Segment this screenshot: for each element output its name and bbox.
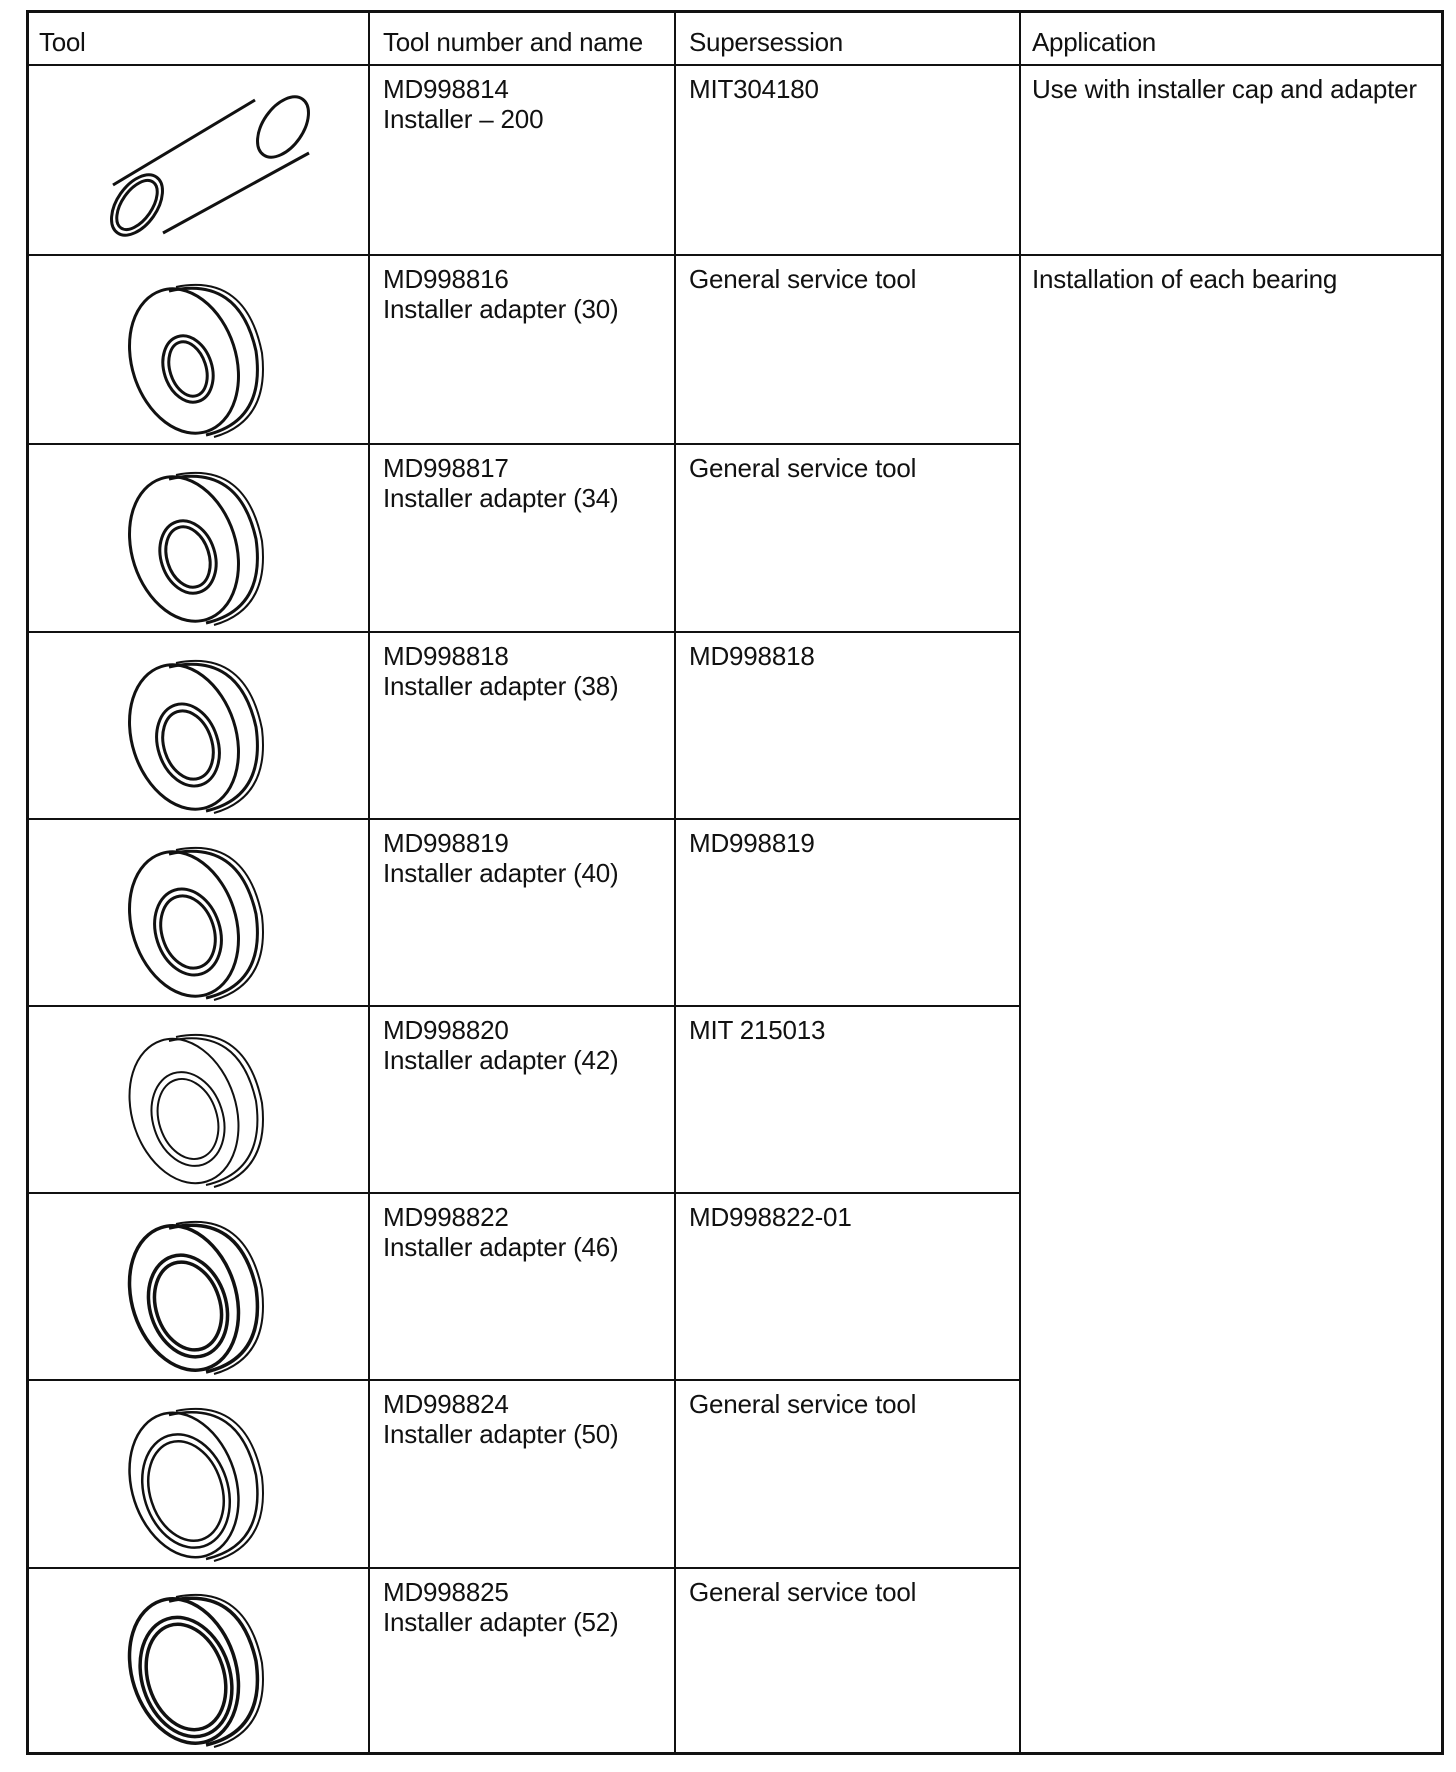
tool-number: MD998822	[383, 1202, 509, 1232]
application-installer: Use with installer cap and adapter	[1032, 74, 1417, 104]
supersession: MIT304180	[689, 74, 819, 104]
row-divider	[29, 443, 1021, 445]
supersession: General service tool	[689, 264, 917, 294]
installer-adapter-icon	[124, 1210, 274, 1380]
tool-name: Installer adapter (34)	[383, 483, 619, 513]
tool-number: MD998824	[383, 1389, 509, 1419]
tool-number: MD998825	[383, 1577, 509, 1607]
installer-adapter-icon	[124, 1397, 274, 1567]
supersession: MD998818	[689, 641, 815, 671]
tool-name: Installer adapter (40)	[383, 858, 619, 888]
header-divider	[29, 64, 1441, 66]
header-supersession: Supersession	[689, 27, 843, 57]
tool-number: MD998816	[383, 264, 509, 294]
supersession: General service tool	[689, 1389, 917, 1419]
installer-adapter-icon	[124, 273, 274, 443]
row-divider	[29, 631, 1021, 633]
header-application: Application	[1032, 27, 1156, 57]
application-adapters: Installation of each bearing	[1032, 264, 1338, 294]
installer-adapter-icon	[124, 836, 274, 1006]
tool-name: Installer adapter (30)	[383, 294, 619, 324]
tool-name: Installer adapter (42)	[383, 1045, 619, 1075]
tool-number: MD998818	[383, 641, 509, 671]
supersession: MD998819	[689, 828, 815, 858]
installer-adapter-icon	[124, 1023, 274, 1193]
supersession: General service tool	[689, 453, 917, 483]
row-divider	[29, 254, 1441, 256]
special-tools-table	[26, 10, 1444, 1755]
tool-number: MD998820	[383, 1015, 509, 1045]
supersession: General service tool	[689, 1577, 917, 1607]
header-tool: Tool	[39, 27, 86, 57]
tool-number: MD998819	[383, 828, 509, 858]
column-divider	[674, 13, 676, 1752]
header-tool-number-name: Tool number and name	[383, 27, 643, 57]
installer-adapter-icon	[124, 1583, 274, 1753]
column-divider	[1019, 13, 1021, 1752]
tool-name: Installer adapter (46)	[383, 1232, 619, 1262]
installer-adapter-icon	[124, 461, 274, 631]
tool-name: Installer adapter (52)	[383, 1607, 619, 1637]
tool-number: MD998817	[383, 453, 509, 483]
tool-name: Installer – 200	[383, 104, 544, 134]
tool-number: MD998814	[383, 74, 509, 104]
installer-tube-icon	[89, 83, 329, 243]
column-divider	[368, 13, 370, 1752]
supersession: MD998822-01	[689, 1202, 852, 1232]
supersession: MIT 215013	[689, 1015, 826, 1045]
installer-adapter-icon	[124, 649, 274, 819]
row-divider	[29, 1567, 1021, 1569]
tool-name: Installer adapter (38)	[383, 671, 619, 701]
tool-name: Installer adapter (50)	[383, 1419, 619, 1449]
